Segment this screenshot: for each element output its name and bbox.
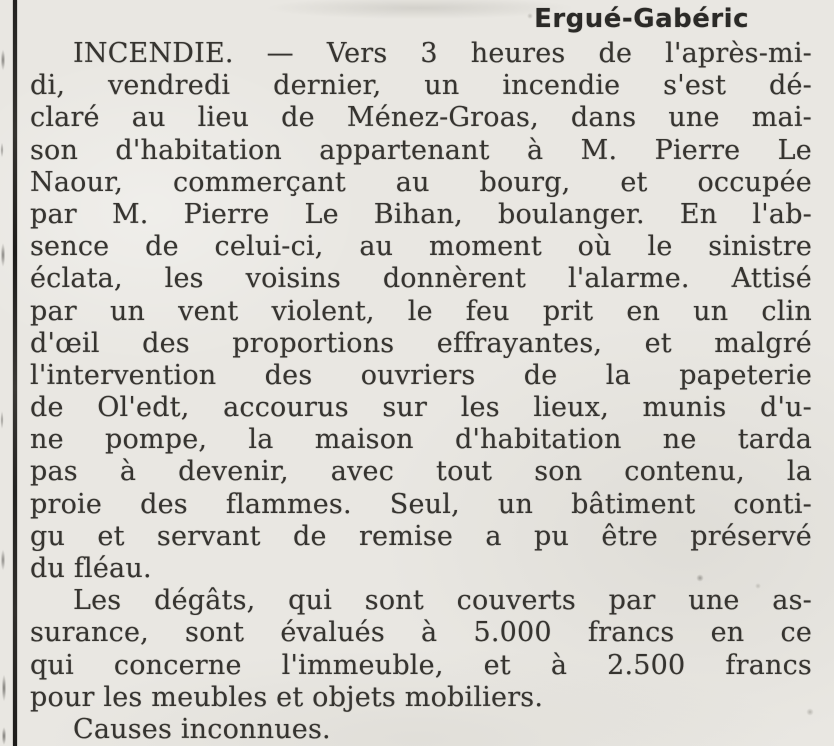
article-line: proie des flammes. Seul, un bâtiment conti- [30,488,812,520]
article-line: Causes inconnues. [73,713,331,745]
article-line: l'intervention des ouvriers de la papeterie [30,359,812,391]
article-line: par un vent violent, le feu prit en un clin [30,295,812,327]
article-line: surance, sont évalués à 5.000 francs en ce [30,617,812,649]
article-line: Les dégâts, qui sont couverts par une as- [73,585,812,617]
article-line: sence de celui-ci, au moment où le sinistre [30,231,812,263]
article-line: INCENDIE. — Vers 3 heures de l'après-mi- [73,38,812,69]
article-line: éclata, les voisins donnèrent l'alarme. Attisé [30,263,812,295]
article-line: Naour, commerçant au bourg, et occupée [30,166,812,198]
column-divider-line [13,0,17,746]
region-heading: Ergué-Gabéric [534,4,749,34]
article-line: di, vendredi dernier, un incendie s'est dé- [30,70,812,102]
article-line: pas à devenir, avec tout son contenu, la [30,456,812,488]
article-line: par M. Pierre Le Bihan, boulanger. En l'ab- [30,198,812,230]
scan-edge-artifacts [0,0,9,746]
article-line: son d'habitation appartenant à M. Pierre Le [30,134,812,166]
article-line: ne pompe, la maison d'habitation ne tarda [30,424,812,456]
article-line: gu et servant de remise a pu être préservé [30,520,812,552]
article-line: d'œil des proportions effrayantes, et malgré [30,327,812,359]
article-column [30,4,812,746]
article-line: qui concerne l'immeuble, et à 2.500 francs [30,649,812,681]
article-line: pour les meubles et objets mobiliers. [30,681,544,713]
article-line: de Ol'edt, accourus sur les lieux, munis d'u- [30,392,812,424]
article-line: du fléau. [30,553,152,584]
article-line: claré au lieu de Ménez-Groas, dans une mai- [30,102,812,134]
article-body [30,38,812,746]
